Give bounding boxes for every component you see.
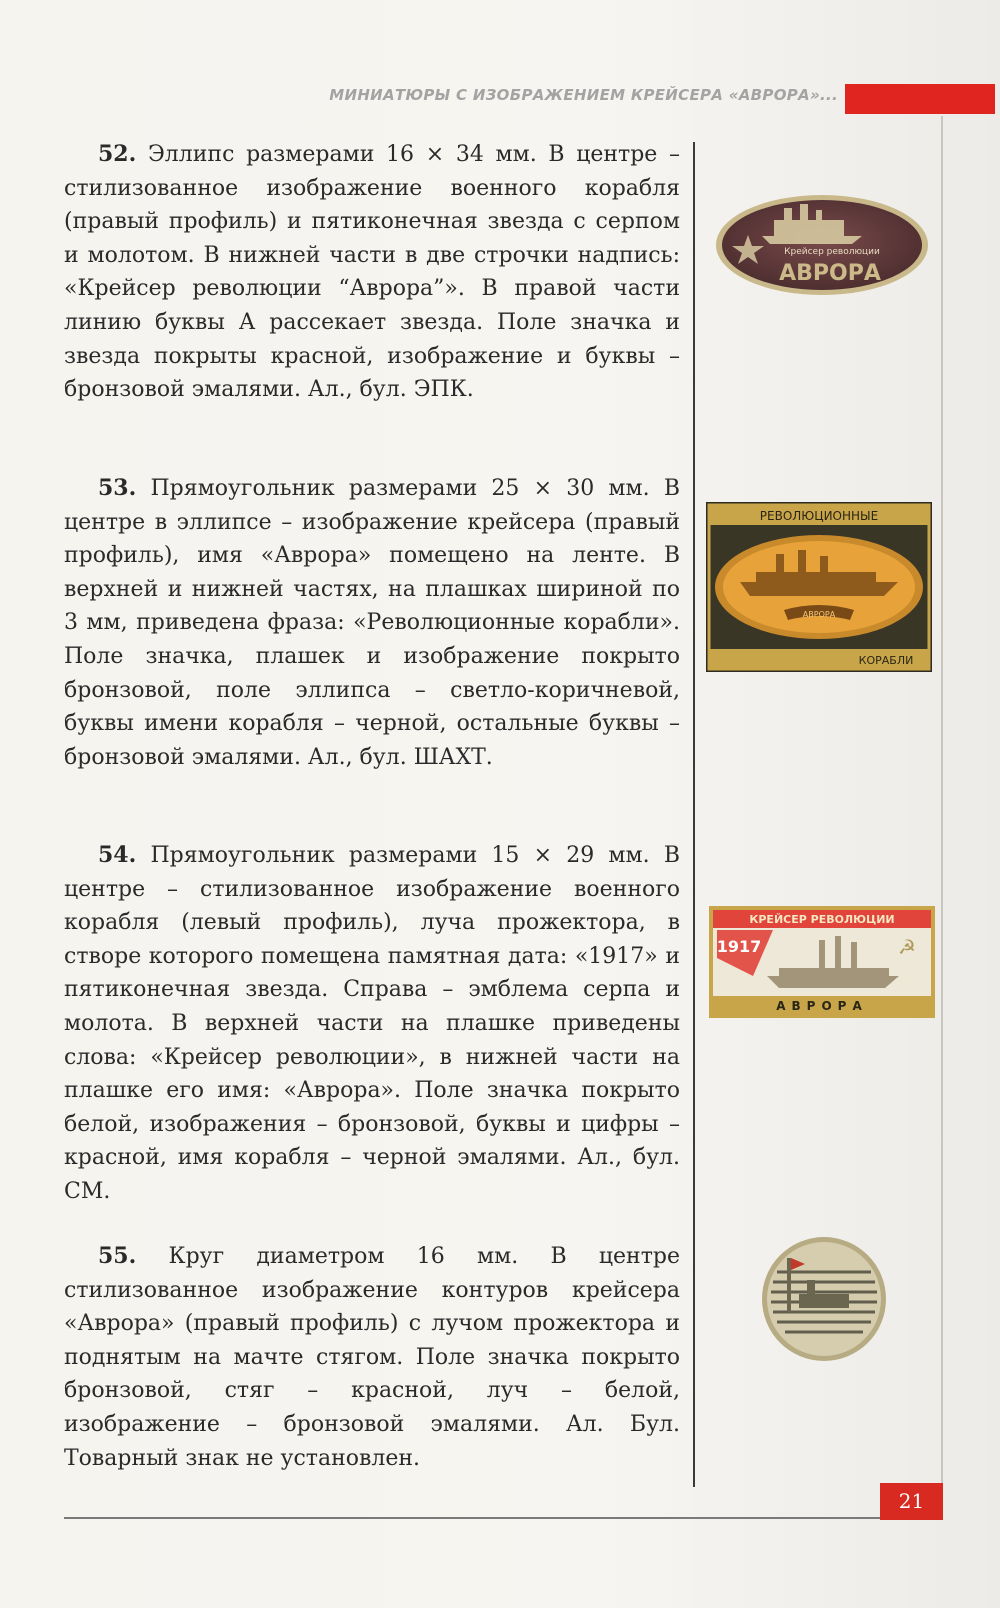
badge-52-image (712, 190, 932, 300)
entry-number: 53. (98, 475, 137, 501)
catalog-entry-55 (64, 1240, 680, 1475)
catalog-entry-54 (64, 839, 680, 1209)
badge-52-line2: АВРОРА (779, 261, 881, 286)
badge-52-line1: Крейсер революции (784, 247, 880, 257)
entry-text: Эллипс размерами 16 × 34 мм. В центре – стилизованное изображение военного корабля (правый профиль) и пятиконечная звезда с серпом и молотом. В нижней части в две строчки надпись: «Крейсер революции “Аврора”». В правой части линию буквы А рассекает звезда. Поле значка и звезда покрыты красной, изображение и буквы – бронзовой эмалями. Ал., бул. ЭПК. (64, 142, 681, 403)
badge-55-image (759, 1234, 889, 1364)
entry-number: 52. (98, 141, 137, 167)
page-number: 21 (880, 1483, 943, 1520)
badge-53-bottom: КОРАБЛИ (858, 654, 914, 667)
catalog-entry-52 (64, 138, 680, 407)
right-margin-rule (941, 116, 943, 1511)
badge-54-date: 1917 (716, 937, 762, 956)
entry-number: 55. (98, 1243, 137, 1269)
running-title: МИНИАТЮРЫ С ИЗОБРАЖЕНИЕМ КРЕЙСЕРА «АВРОРА»... (329, 86, 838, 104)
catalog-entry-53 (64, 472, 680, 774)
footer-rule (64, 1517, 939, 1519)
header-accent-bar (845, 84, 995, 114)
badge-54-image (709, 906, 935, 1018)
badge-54-bottom: АВРОРА (776, 999, 868, 1013)
entry-number: 54. (98, 842, 137, 868)
entry-text: Прямоугольник размерами 15 × 29 мм. В центре – стилизованное изображение военного корабля (левый профиль), луча прожектора, в створе которого помещена памятная дата: «1917» и пятиконечная звезда. Справа – эмблема серпа и молота. В верхней части на плашке приведены слова: «Крейсер революции», в нижней части на плашке его имя: «Аврора». Поле значка покрыто белой, изображения – бронзовой, буквы и цифры – красной, имя корабля – черной эмалями. Ал., бул. СМ. (64, 843, 680, 1204)
hammer-sickle-icon: ☭ (898, 935, 916, 959)
badge-53-image (706, 502, 932, 672)
column-divider (693, 142, 695, 1487)
badge-53-top: РЕВОЛЮЦИОННЫЕ (759, 509, 879, 523)
entry-text: Прямоугольник размерами 25 × 30 мм. В центре в эллипсе – изображение крейсера (правый профиль), имя «Аврора» помещено на ленте. В верхней и нижней частях, на плашках шириной по 3 мм, приведена фраза: «Революционные корабли». Поле значка, плашек и изображение покрыто бронзовой, поле эллипса – светло-коричневой, буквы имени корабля – черной, остальные буквы – бронзовой эмалями. Ал., бул. ШАХТ. (64, 476, 680, 770)
badge-54-top: КРЕЙСЕР РЕВОЛЮЦИИ (749, 913, 895, 926)
badge-53-ribbon: АВРОРА (802, 610, 836, 619)
entry-text: Круг диаметром 16 мм. В центре стилизованное изображение контуров крейсера «Аврора» (правый профиль) с лучом прожектора и поднятым на мачте стягом. Поле значка покрыто бронзовой, стяг – красной, луч – белой, изображение – бронзовой эмалями. Ал. Бул. Товарный знак не установлен. (64, 1244, 680, 1471)
